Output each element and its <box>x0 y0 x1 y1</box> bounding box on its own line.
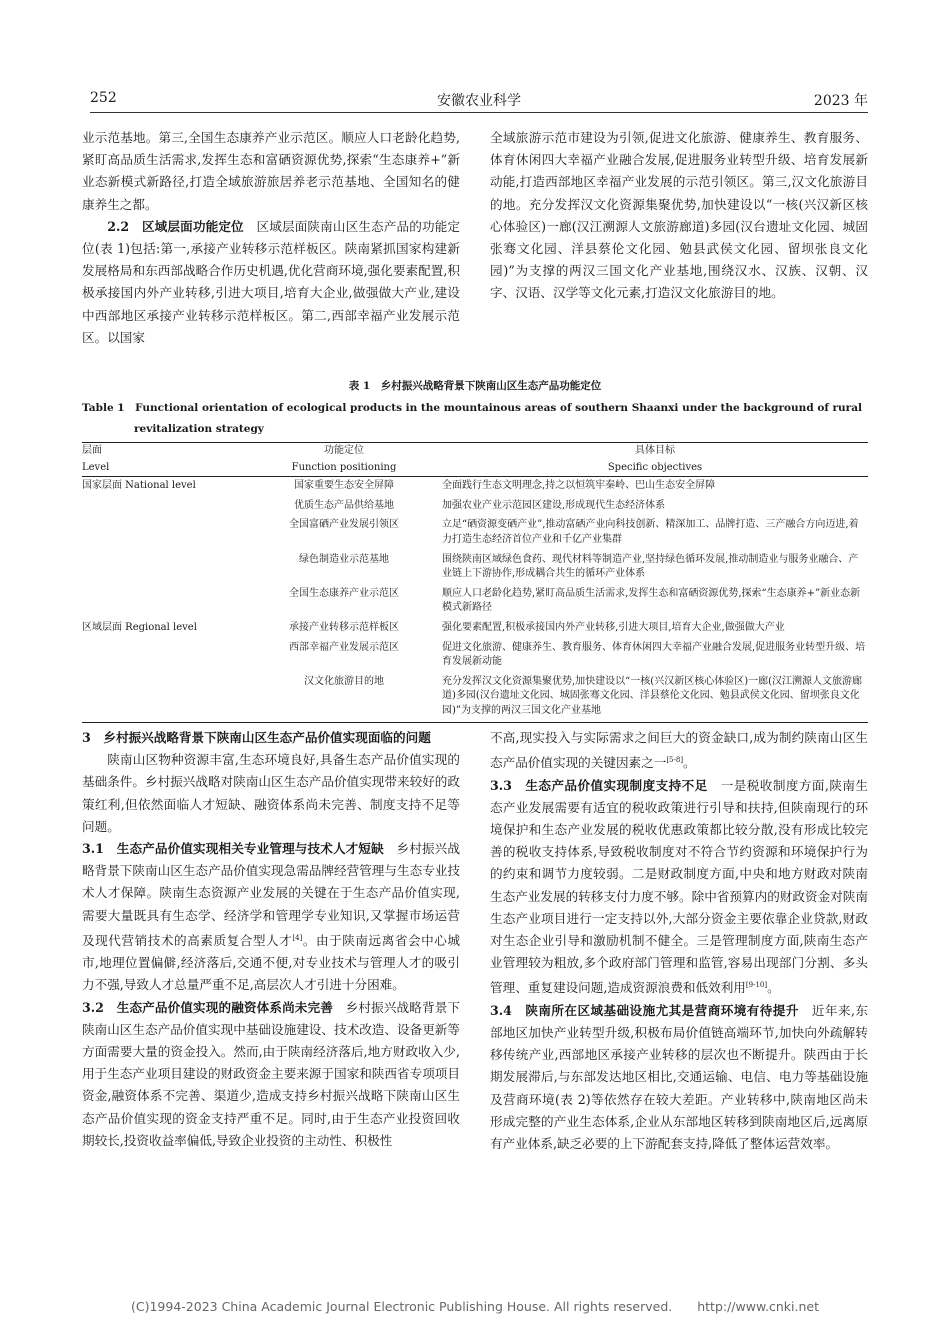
paragraph: 陕南山区物种资源丰富,生态环境良好,具备生态产品价值实现的基础条件。乡村振兴战略对陕南山区生态产品价值实现带来较好的政策红利,但依然面临人才短缺、融资体系尚未完善、制度支持不足等问题。 <box>82 752 460 834</box>
page-header <box>90 90 868 113</box>
paragraph <box>490 1000 868 1155</box>
paragraph <box>490 775 868 1000</box>
table-row <box>82 673 868 722</box>
cell-func: 全国生态康养产业示范区 <box>289 587 399 599</box>
cell-obj: 强化要素配置,积极承接国内外产业转移,引进大项目,培育大企业,做强做大产业 <box>442 621 785 633</box>
cell-obj: 立足“硒资源变硒产业”,推动富硒产业向科技创新、精深加工、品牌打造、三产融合方向迈进,着力打造生态经济首位产业和千亿产业集群 <box>442 519 859 545</box>
header-level-cn: 层面 <box>82 443 254 460</box>
cell-level <box>82 497 254 517</box>
paragraph: 全域旅游示范市建设为引领,促进文化旅游、健康养生、教育服务、体育休闲四大幸福产业融合发展,促进服务业转型升级、培育发展新动能,打造西部地区幸福产业发展的示范引领区。第三,汉文化旅游目的地。充分发挥汉文化资源集聚优势,加快建设以“一核(兴汉新区核心体验区)一廊(汉江溯源人文旅游廊道)多园(汉台遗址文化园、城固张骞文化园、洋县蔡伦文化园、勉县武侯文化园、留坝张良文化园)”为支撑的两汉三国文化产业基地,围绕汉水、汉族、汉朝、汉字、汉语、汉学等文化元素,打造汉文化旅游目的地。 <box>490 130 868 301</box>
cell-func: 绿色制造业示范基地 <box>299 553 389 565</box>
cell-level <box>82 585 254 619</box>
cell-obj: 充分发挥汉文化资源集聚优势,加快建设以“一核(兴汉新区核心体验区)一廊(汉江溯源人文旅游廊道)多园(汉台遗址文化园、城固张骞文化园、洋县蔡伦文化园、勉县武侯文化园、留坝张良文化园)”为支撑的两汉三国文化产业基地 <box>434 673 868 722</box>
paragraph <box>82 216 460 349</box>
cell-level <box>82 516 254 550</box>
header-obj-cn: 具体目标 <box>434 443 868 460</box>
cell-obj: 加强农业产业示范园区建设,形成现代生态经济体系 <box>442 499 666 511</box>
paragraph-text: 近年来,东部地区加快产业转型升级,积极布局价值链高端环节,加快向外疏解转移传统产业,西部地区承接产业转移的层次也不断提升。陕西由于长期发展滞后,与东部发达地区相比,交通运输、电信、电力等基础设施及营商环境(表 2)等依然存在较大差距。产业转移中,陕南地区尚未形成完整的产业生态体系,企业从东部地区转移到陕南地区后,远离原有产业体系,缺乏必要的上下游配套支持,降低了整体运营效率。 <box>490 1002 868 1152</box>
journal-year: 2023 年 <box>813 93 868 109</box>
paragraph <box>82 997 460 1152</box>
cell-func: 承接产业转移示范样板区 <box>289 621 399 633</box>
citation: [9-10] <box>745 981 768 990</box>
header-obj-en: Specific objectives <box>434 460 868 477</box>
paragraph-text: 一是税收制度方面,陕南生态产业发展需要有适宜的税收政策进行引导和扶持,但陕南现行的环境保护和生态产业发展的税收优惠政策都比较分散,没有形成比较完善的税收支持体系,导致税收制度对不符合节约资源和环境保护行为的约束和调节力度较弱。二是财政制度方面,中央和地方财政对陕南生态产业发展的转移支付力度不够。除中省预算内的财政资金对陕南生态产业项目进行一定支持以外,大部分资金主要依靠企业贷款,财政对生态企业引导和激励机制不健全。三是管理制度方面,陕南生态产业管理较为粗放,多个政府部门管理和监管,容易出现部门分割、多头管理、重复建设问题,造成资源浪费和低效利用 <box>490 777 868 996</box>
table-row <box>82 639 868 673</box>
page-number: 252 <box>90 90 117 106</box>
cell-obj: 促进文化旅游、健康养生、教育服务、体育休闲四大幸福产业融合发展,促进服务业转型升级、培育发展新动能 <box>442 641 866 668</box>
header-level-en: Level <box>82 460 254 477</box>
paragraph <box>490 727 868 775</box>
bottom-right-column <box>490 727 868 1155</box>
table-caption-en: Table 1 Functional orientation of ecological products in the mountainous areas of southern Shaanxi under the background of rural revitalization strategy <box>82 402 862 435</box>
cell-obj: 全面践行生态文明理念,持之以恒筑牢秦岭、巴山生态安全屏障 <box>442 480 716 492</box>
cell-func: 优质生态产品供给基地 <box>294 499 394 511</box>
paragraph-text: 乡村振兴战略背景下陕南山区生态产品价值实现急需品牌经营管理与生态专业技术人才保障。陕南生态资源产业发展的关键在于生态产品价值实现,需要大量既具有生态学、经济学和管理学专业知识,又掌握市场运营及现代营销技术的高素质复合型人才 <box>82 841 460 949</box>
paragraph-text: 乡村振兴战略背景下陕南山区生态产品价值实现中基础设施建设、技术改造、设备更新等方面需要大量的资金投入。然而,由于陕南经济落后,地方财政收入少,用于生态产业项目建设的财政资金主要来源于国家和陕西省专项项目资金,融资体系不完善、渠道少,造成支持乡村振兴战略下陕南山区生态产品价值实现的资金支持严重不足。同时,由于生态产业投资回收期较长,投资收益率偏低,导致企业投资的主动性、积极性 <box>82 999 461 1148</box>
cell-func: 国家重要生态安全屏障 <box>294 480 394 492</box>
table-row <box>82 477 868 497</box>
journal-name: 安徽农业科学 <box>437 93 521 109</box>
bottom-left-column <box>82 727 460 1152</box>
section-heading-3: 3 乡村振兴战略背景下陕南山区生态产品价值实现面临的问题 <box>82 730 431 745</box>
paragraph-text: 。 <box>683 755 696 771</box>
section-heading-3-3: 3.3 生态产品价值实现制度支持不足 <box>490 777 708 793</box>
cell-level <box>82 551 254 585</box>
table-functional-orientation <box>82 442 868 723</box>
paragraph-text: 。 <box>767 980 780 996</box>
citation: [5-8] <box>666 756 684 765</box>
section-heading-3-2: 3.2 生态产品价值实现的融资体系尚未完善 <box>82 999 333 1015</box>
paragraph: 业示范基地。第三,全国生态康养产业示范区。顺应人口老龄化趋势,紧盯高品质生活需求,发挥生态和富硒资源优势,探索“生态康养+”新业态新模式新路径,打造全域旅游旅居养老示范基地、全国知名的健康养生之都。 <box>82 130 460 212</box>
cell-obj: 顺应人口老龄化趋势,紧盯高品质生活需求,发挥生态和富硒资源优势,探索“生态康养+”新业态新模式新路径 <box>442 587 861 614</box>
cell-obj: 围绕陕南区域绿色食药、现代材料等制造产业,坚持绿色循环发展,推动制造业与服务业融合、产业链上下游协作,形成耦合共生的循环产业体系 <box>442 553 859 580</box>
cell-func: 全国富硒产业发展引领区 <box>289 519 399 531</box>
cell-func: 汉文化旅游目的地 <box>254 673 434 722</box>
copyright-footer: (C)1994-2023 China Academic Journal Electronic Publishing House. All rights reserved. http://www.cnki.net <box>130 1299 820 1314</box>
table-row <box>82 619 868 639</box>
top-right-column <box>490 127 868 305</box>
section-heading-2-2: 2.2 区域层面功能定位 <box>107 218 244 234</box>
cell-level <box>82 639 254 673</box>
top-left-column <box>82 127 460 349</box>
section-heading-3-1: 3.1 生态产品价值实现相关专业管理与技术人才短缺 <box>82 841 384 857</box>
cell-level <box>82 673 254 722</box>
paragraph-text: 。由于陕南远离省会中心城市,地理位置偏僻,经济落后,交通不便,对专业技术与管理人才的吸引力不强,导致人才总量严重不足,高层次人才引进十分困难。 <box>82 933 461 993</box>
header-func-cn: 功能定位 <box>254 443 434 460</box>
cell-level: 区域层面 Regional level <box>82 621 197 633</box>
table-caption-cn: 表 1 乡村振兴战略背景下陕南山区生态产品功能定位 <box>348 380 602 392</box>
paragraph-text: 区域层面陕南山区生态产品的功能定位(表 1)包括:第一,承接产业转移示范样板区。陕南紧抓国家构建新发展格局和东西部战略合作历史机遇,优化营商环境,强化要素配置,积极承接国内外产业转移,引进大项目,培育大企业,做强做大产业,建设中西部地区承接产业转移示范样板区。第二,西部幸福产业发展示范区。以国家 <box>82 218 461 345</box>
table-row <box>82 497 868 517</box>
citation: [4] <box>292 933 303 942</box>
table-row <box>82 585 868 619</box>
cell-level: 国家层面 National level <box>82 480 196 492</box>
section-heading-3-4: 3.4 陕南所在区域基础设施尤其是营商环境有待提升 <box>490 1002 799 1018</box>
header-func-en: Function positioning <box>254 460 434 477</box>
cell-func: 西部幸福产业发展示范区 <box>289 641 399 653</box>
table-row <box>82 516 868 550</box>
paragraph-text: 不高,现实投入与实际需求之间巨大的资金缺口,成为制约陕南山区生态产品价值实现的关键因素之一 <box>490 730 868 771</box>
table-row <box>82 551 868 585</box>
paragraph <box>82 838 460 997</box>
